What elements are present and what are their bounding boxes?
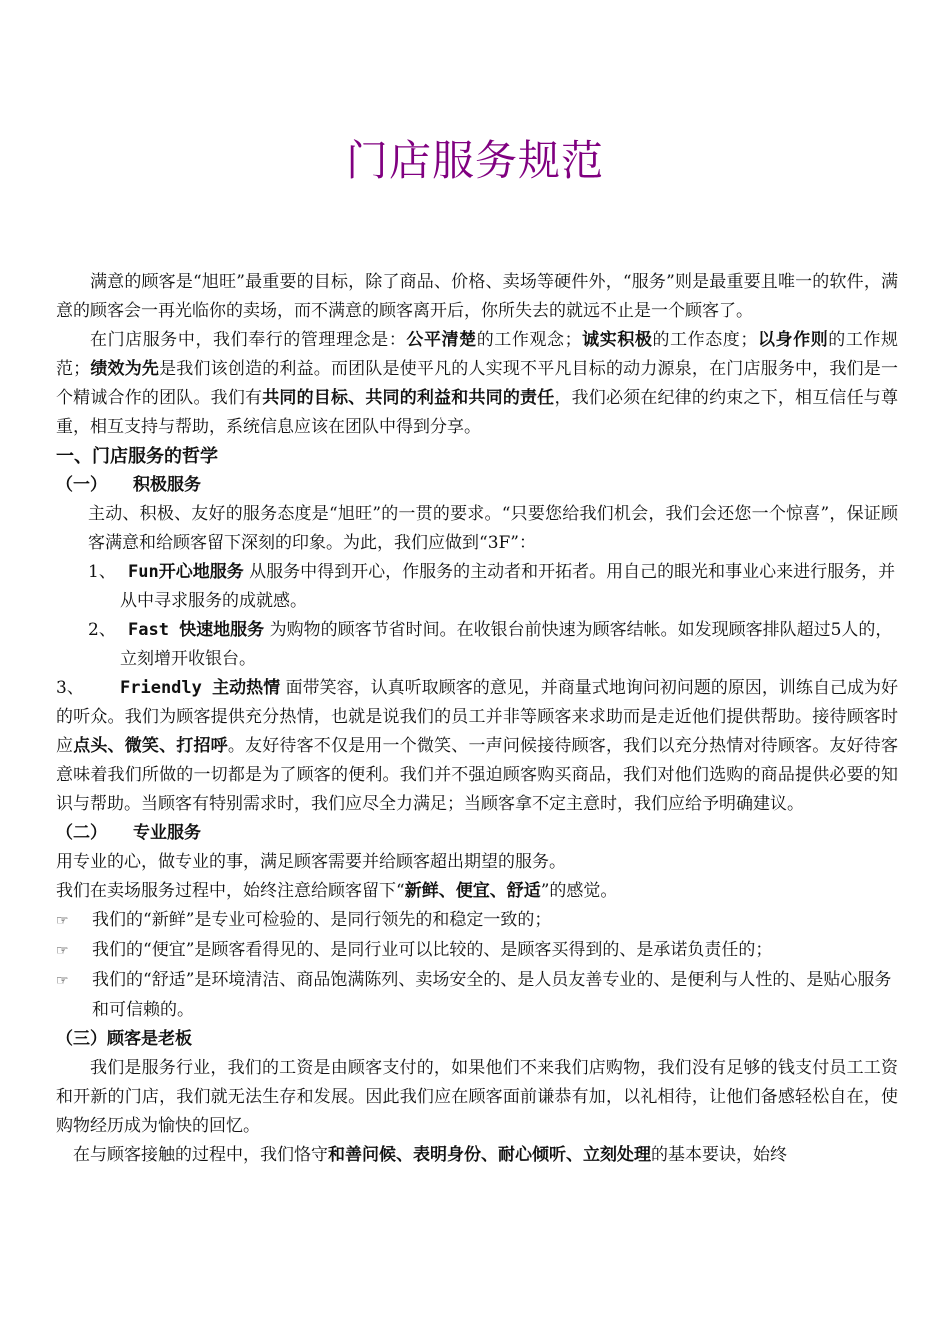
bold-text: 绩效为先 — [90, 359, 160, 379]
bullet-item — [56, 936, 898, 966]
subsection-2-paragraph-1: 用专业的心，做专业的事，满足顾客需要并给顾客超出期望的服务。 — [56, 852, 566, 872]
subsection-3-paragraph-1: 我们是服务行业，我们的工资是由顾客支付的，如果他们不来我们店购物，我们没有足够的钱支付员工工资和开新的门店，我们就无法生存和发展。因此我们应在顾客面前谦恭有加，以礼相待，让他们备感轻松自在，使购物经历成为愉快的回忆。 — [56, 1058, 898, 1136]
bullet-item — [56, 906, 898, 936]
text-run: 的工作态度； — [652, 330, 758, 350]
section-heading: 一、门店服务的哲学 — [56, 446, 218, 467]
list-item-friendly — [56, 674, 898, 819]
subsection-number: （一） — [56, 475, 107, 495]
text-run: 在门店服务中，我们奉行的管理理念是： — [90, 330, 407, 350]
intro-paragraph-1: 满意的顾客是“旭旺”最重要的目标，除了商品、价格、卖场等硬件外，“服务”则是最重要且唯一的软件，满意的顾客会一再光临你的卖场，而不满意的顾客离开后，你所失去的就远不止是一个顾客了。 — [56, 272, 898, 321]
text-run: 的工作观念； — [476, 330, 582, 350]
bullet-text: 我们的“新鲜”是专业可检验的、是同行领先的和稳定一致的； — [92, 910, 552, 930]
bold-text: 新鲜、便宜、舒适 — [404, 881, 541, 901]
pointing-hand-icon: ☞ — [56, 973, 69, 989]
document-body — [56, 268, 898, 1170]
intro-paragraph-2 — [56, 326, 898, 442]
text-run: 的基本要诀，始终 — [651, 1145, 787, 1165]
text-run: 从服务中得到开心，作服务的主动者和开拓者。用自己的眼光和事业心来进行服务，并从中寻求服务的成就感。 — [120, 562, 896, 611]
subsection-3-paragraph-2 — [56, 1141, 898, 1170]
list-item-fun — [56, 558, 898, 616]
subsection-title: 专业服务 — [133, 823, 201, 843]
bold-text: 点头、微笑、打招呼 — [73, 736, 228, 756]
subsection-heading-1 — [56, 471, 898, 500]
bullet-text: 我们的“便宜”是顾客看得见的、是同行业可以比较的、是顾客买得到的、是承诺负责任的； — [92, 940, 773, 960]
subsection-heading-2 — [56, 819, 898, 848]
list-item-fast — [56, 616, 898, 674]
list-number: 2、 — [88, 620, 116, 640]
text-run: 我们在卖场服务过程中，始终注意给顾客留下“ — [56, 881, 405, 901]
text-run: 是我们该创造的利益。而团队是使平凡的人实现不平凡目标的动力源泉，在门店服务中，我们是一个精诚合作的团队。我们有 — [56, 359, 898, 408]
bold-text: 共同的目标、共同的利益和共同的责任 — [262, 388, 555, 408]
subsection-title: 积极服务 — [133, 475, 201, 495]
subsection-1-paragraph: 主动、积极、友好的服务态度是“旭旺”的一贯的要求。“只要您给我们机会，我们会还您一个惊喜”，保证顾客满意和给顾客留下深刻的印象。为此，我们应做到“3F”： — [88, 504, 898, 553]
subsection-2-paragraph-2 — [56, 877, 898, 906]
list-number: 3、 — [56, 678, 84, 698]
bold-text: Fun开心地服务 — [128, 562, 244, 582]
bold-text: 和善问候、表明身份、耐心倾听、立刻处理 — [328, 1145, 651, 1165]
text-run: 的工作规范； — [56, 330, 899, 379]
subsection-number: （二） — [56, 823, 107, 843]
text-run: 在与顾客接触的过程中，我们恪守 — [73, 1145, 328, 1165]
text-run: 面带笑容，认真听取顾客的意见，并商量式地询问初问题的原因，训练自己成为好的听众。我们为顾客提供充分热情，也就是说我们的员工并非等顾客来求助而是走近他们提供帮助。接待顾客时应 — [56, 678, 898, 756]
bullet-text: 我们的“舒适”是环境清洁、商品饱满陈列、卖场安全的、是人员友善专业的、是便利与人性的、是贴心服务和可信赖的。 — [92, 970, 892, 1020]
bold-text: 以身作则 — [757, 330, 829, 350]
list-number: 1、 — [88, 562, 116, 582]
text-run: ，我们必须在纪律的约束之下，相互信任与尊重，相互支持与帮助，系统信息应该在团队中得到分享。 — [56, 388, 898, 437]
bold-text: 公平清楚 — [406, 330, 477, 350]
subsection-heading-3: （三）顾客是老板 — [56, 1029, 192, 1049]
bold-text: 诚实积极 — [581, 330, 653, 350]
text-run: 。友好待客不仅是用一个微笑、一声问候接待顾客，我们以充分热情对待顾客。友好待客意味着我们所做的一切都是为了顾客的便利。我们并不强迫顾客购买商品，我们对他们选购的商品提供必要的知识与帮助。当顾客有特别需求时，我们应尽全力满足；当顾客拿不定主意时，我们应给予明确建议。 — [56, 736, 898, 814]
pointing-hand-icon: ☞ — [56, 913, 69, 929]
pointing-hand-icon: ☞ — [56, 943, 69, 959]
bold-text: Fast 快速地服务 — [128, 620, 265, 640]
bold-text: Friendly 主动热情 — [120, 678, 281, 698]
page-title: 门店服务规范 — [345, 136, 604, 185]
text-run: 为购物的顾客节省时间。在收银台前快速为顾客结帐。如发现顾客排队超过5人的，立刻增开收银台。 — [120, 620, 893, 669]
bullet-item — [56, 966, 898, 1025]
text-run: ”的感觉。 — [540, 881, 618, 901]
